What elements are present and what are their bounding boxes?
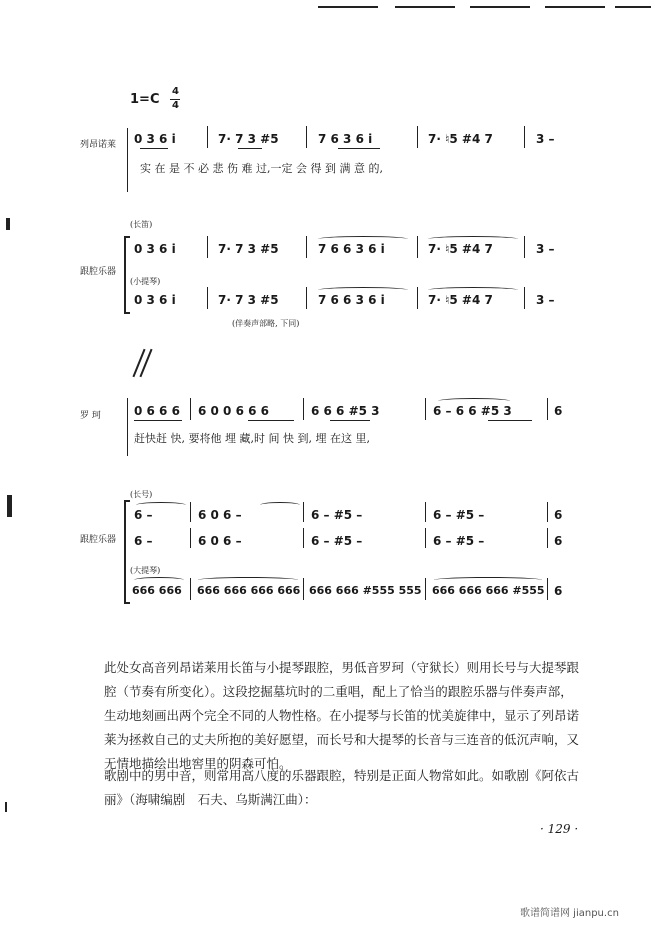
bar-line [425,528,426,548]
staff-bracket [124,500,130,604]
measure: 7· ♮5 #4 7 [428,242,493,256]
accompaniment-label: 跟腔乐器 [80,535,117,545]
measure: 3 – [536,293,555,307]
beam [338,148,380,149]
slur [198,577,298,583]
measure: 7· ♮5 #4 7 [428,293,493,307]
measure: 6 – #5 – [433,534,485,548]
measure: 666 666 [132,584,182,597]
measure: 7· ♮5 #4 7 [428,132,493,146]
slur [438,398,510,404]
page-number: · 129 · [540,822,579,836]
measure: 6 [554,534,563,548]
beam [488,420,532,421]
time-signature-numerator: 4 [172,86,179,97]
measure: 3 – [536,132,555,146]
body-paragraph [104,764,584,812]
measure: 6 – [134,508,153,522]
lyrics: 实 在 是 不 必 悲 伤 难 过,一定 会 得 到 满 意 的, [140,162,383,175]
bar-line [524,287,525,309]
voice-label: 罗 珂 [80,411,101,421]
bar-line [417,236,418,258]
bar-line [190,528,191,548]
beam [134,420,182,421]
bar-line [417,287,418,309]
measure: 0 3 6 i [134,132,176,146]
bar-line [547,528,548,548]
bar-line [417,126,418,148]
beam [238,148,262,149]
system-line [127,128,128,192]
paragraph-text: 此处女高音列昂诺莱用长笛与小提琴跟腔，男低音罗珂（守狱长）则用长号与大提琴跟腔（节奏有所变化）。这段挖掘墓坑时的二重唱，配上了恰当的跟腔乐器与伴奏声部，生动地刻画出两个完全不同的人物性格。在小提琴与长笛的忧美旋律中，显示了列昂诺莱为拯救自己的丈夫所抱的美好愿望，而长号和大提琴的长音与三连音的低沉声响，又无情地描绘出地窖里的阴森可怕。 [104,660,580,771]
measure: 6 – #5 – [311,508,363,522]
measure: 6 [554,584,563,598]
measure: 6 0 6 – [198,534,242,548]
voice-label: 列昂诺莱 [80,140,117,150]
measure: 7 6 3 6 i [318,132,373,146]
scan-mark [6,218,10,230]
header-rule [470,6,530,8]
measure: 6 – #5 – [311,534,363,548]
slur [318,236,408,242]
bar-line [207,287,208,309]
bar-line [207,126,208,148]
slur [428,236,518,242]
header-rule [615,6,651,8]
header-rule [395,6,455,8]
measure: 666 666 666 #555 [432,584,545,597]
measure: 0 3 6 i [134,242,176,256]
bar-line [425,398,426,420]
measure: 7· 7 3 #5 [218,293,279,307]
scan-mark [5,802,7,812]
lyrics: 赶快赶 快, 要将他 埋 藏,时 间 快 到, 埋 在这 里, [134,432,370,445]
instrument-label: (小提琴) [130,277,161,286]
key-signature: 1=C [130,92,160,107]
bar-line [190,398,191,420]
bar-line [547,502,548,522]
measure: 7· 7 3 #5 [218,242,279,256]
bar-line [425,578,426,600]
beam [248,420,294,421]
bar-line [524,126,525,148]
bar-line [306,236,307,258]
header-rule [318,6,378,8]
measure: 6 [554,404,563,418]
bar-line [303,398,304,420]
scan-mark [7,495,12,517]
measure: 666 666 #555 555 [309,584,422,597]
bar-line [425,502,426,522]
bar-line [303,528,304,548]
beam [330,420,370,421]
measure: 6 0 6 – [198,508,242,522]
measure: 7 6 6 3 6 i [318,242,385,256]
bar-line [190,502,191,522]
measure: 7 6 6 3 6 i [318,293,385,307]
bar-line [190,578,191,600]
system-line [127,398,128,456]
measure: 0 6 6 6 [134,404,180,418]
footnote: (伴奏声部略, 下同) [232,319,300,328]
measure: 666 666 666 666 [197,584,301,597]
body-paragraph [104,656,584,776]
bar-line [303,502,304,522]
slur [428,287,518,293]
measure: 6 6 6 #5 3 [311,404,380,418]
bar-line [306,287,307,309]
instrument-label: (大提琴) [130,566,161,575]
measure: 3 – [536,242,555,256]
bar-line [547,398,548,420]
beam [140,148,168,149]
instrument-label: (长笛) [130,220,153,229]
measure: 6 [554,508,563,522]
slur [434,577,542,583]
time-signature-denominator: 4 [172,100,179,111]
paragraph-text: 歌剧中的男中音，则常用高八度的乐器跟腔，特别是正面人物常如此。如歌剧《阿依古丽》（海啸编剧 石夫、乌斯满江曲）： [104,768,580,807]
measure: 7· 7 3 #5 [218,132,279,146]
watermark: 歌谱简谱网 jianpu.cn [520,908,619,919]
bar-line [547,578,548,600]
measure: 6 – #5 – [433,508,485,522]
measure: 6 0 0 6 6 6 [198,404,269,418]
slur [134,577,184,583]
slur [136,502,186,508]
bar-line [303,578,304,600]
slur [260,502,300,508]
bar-line [524,236,525,258]
header-rule [545,6,605,8]
bar-line [306,126,307,148]
measure: 6 – [134,534,153,548]
measure: 0 3 6 i [134,293,176,307]
staff-bracket [124,236,130,314]
slur [318,287,408,293]
instrument-label: (长号) [130,490,153,499]
measure: 6 – 6 6 #5 3 [433,404,512,418]
bar-line [207,236,208,258]
accompaniment-label: 跟腔乐器 [80,267,117,277]
